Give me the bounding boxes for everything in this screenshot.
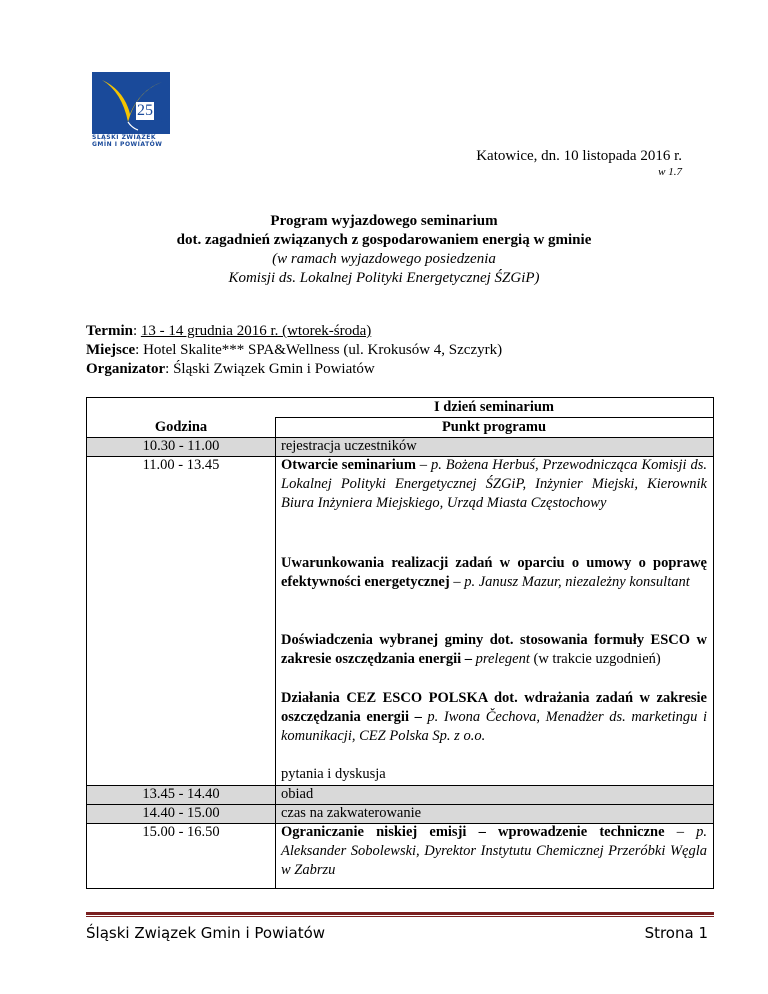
footer-rule-thick	[86, 912, 714, 915]
cez-title: Działania CEZ ESCO POLSKA dot. wdrażania zadań w zakresie oszczędzania energii –	[281, 690, 707, 725]
info-organizator: Organizator: Śląski Związek Gmin i Powiatów	[86, 361, 375, 377]
column-divider	[275, 417, 276, 888]
title-line-3: (w ramach wyjazdowego posiedzenia	[272, 251, 496, 267]
program-cell-esco-conditions	[281, 554, 707, 592]
program-cell: obiad	[281, 786, 314, 802]
organizator-value: Śląski Związek Gmin i Powiatów	[173, 361, 375, 377]
miejsce-value: Hotel Skalite*** SPA&Wellness (ul. Krokusów 4, Szczyrk)	[143, 342, 503, 358]
title-line-2: dot. zagadnień związanych z gospodarowaniem energią w gminie	[176, 232, 592, 248]
experience-title: Doświadczenia wybranej gminy dot. stosowania formuły ESCO w zakresie oszczędzania energii –	[281, 632, 707, 667]
program-cell-discussion: pytania i dyskusja	[281, 766, 386, 782]
logo-emblem-icon	[92, 72, 170, 134]
experience-speaker: prelegent	[472, 651, 530, 667]
place-date: Katowice, dn. 10 listopada 2016 r.	[476, 148, 682, 164]
organizator-label: Organizator	[86, 361, 166, 377]
program-cell-municipality-experience	[281, 631, 707, 669]
info-miejsce: Miejsce: Hotel Skalite*** SPA&Wellness (ul. Krokusów 4, Szczyrk)	[86, 342, 503, 358]
time-cell: 11.00 - 13.45	[142, 457, 220, 473]
time-cell: 13.45 - 14.40	[142, 786, 220, 802]
logo-caption-line1: ŚLĄSKI ZWIĄZEK	[92, 134, 157, 141]
opening-speaker: – p. Bożena Herbuś, Przewodnicząca Komisji ds. Lokalnej Polityki Energetycznej ŚZGiP, Inżynier Miejski, Kierownik Biura Inżyniera Miejskiego, Urząd Miasta Częstochowy	[281, 457, 707, 511]
time-cell: 10.30 - 11.00	[142, 438, 220, 454]
logo-caption	[92, 134, 170, 148]
logo-number: 25	[137, 102, 153, 119]
info-termin: Termin: 13 - 14 grudnia 2016 r. (wtorek-środa)	[86, 323, 372, 339]
time-cell: 15.00 - 16.50	[142, 824, 220, 840]
termin-label: Termin	[86, 323, 133, 339]
logo-suffix: lat	[158, 114, 168, 124]
opening-title: Otwarcie seminarium	[281, 457, 416, 473]
low-emission-title: Ograniczanie niskiej emisji – wprowadzenie techniczne	[281, 824, 665, 840]
miejsce-label: Miejsce	[86, 342, 136, 358]
program-cell-cez-esco	[281, 689, 707, 746]
program-cell: czas na zakwaterowanie	[281, 805, 422, 821]
footer-organization: Śląski Związek Gmin i Powiatów	[86, 924, 326, 942]
esco-conditions-speaker: – p. Janusz Mazur, niezależny konsultant	[449, 574, 690, 590]
title-line-4: Komisji ds. Lokalnej Polityki Energetycznej ŚZGiP)	[228, 270, 540, 286]
termin-value: 13 - 14 grudnia 2016 r. (wtorek-środa)	[140, 323, 372, 339]
program-cell-opening	[281, 456, 707, 513]
document-version: w 1.7	[658, 166, 682, 178]
experience-note: (w trakcie uzgodnień)	[529, 651, 661, 667]
logo-caption-line2: GMIN I POWIATÓW	[92, 141, 163, 148]
time-cell: 14.40 - 15.00	[142, 805, 220, 821]
event-info	[86, 322, 502, 379]
header-divider	[275, 417, 713, 418]
day-header: I dzień seminarium	[433, 399, 555, 415]
column-header-program: Punkt programu	[441, 419, 547, 435]
program-cell-low-emission	[281, 823, 707, 880]
esco-conditions-title: Uwarunkowania realizacji zadań w oparciu o umowy o poprawę efektywności energetycznej	[281, 555, 707, 590]
document-title	[0, 212, 768, 288]
program-cell: rejestracja uczestników	[281, 438, 417, 454]
low-emission-speaker: – p. Aleksander Sobolewski, Dyrektor Instytutu Chemicznej Przeróbki Węgla w Zabrzu	[281, 824, 708, 878]
column-header-time: Godzina	[154, 419, 208, 435]
title-line-1: Program wyjazdowego seminarium	[270, 213, 498, 229]
footer-rule-thin	[86, 916, 714, 917]
program-table	[86, 397, 714, 889]
cez-speaker: p. Iwona Čechova, Menadżer ds. marketingu i komunikacji, CEZ Polska Sp. z o.o.	[281, 709, 707, 744]
page-number: Strona 1	[644, 924, 708, 942]
organization-logo	[92, 72, 170, 162]
